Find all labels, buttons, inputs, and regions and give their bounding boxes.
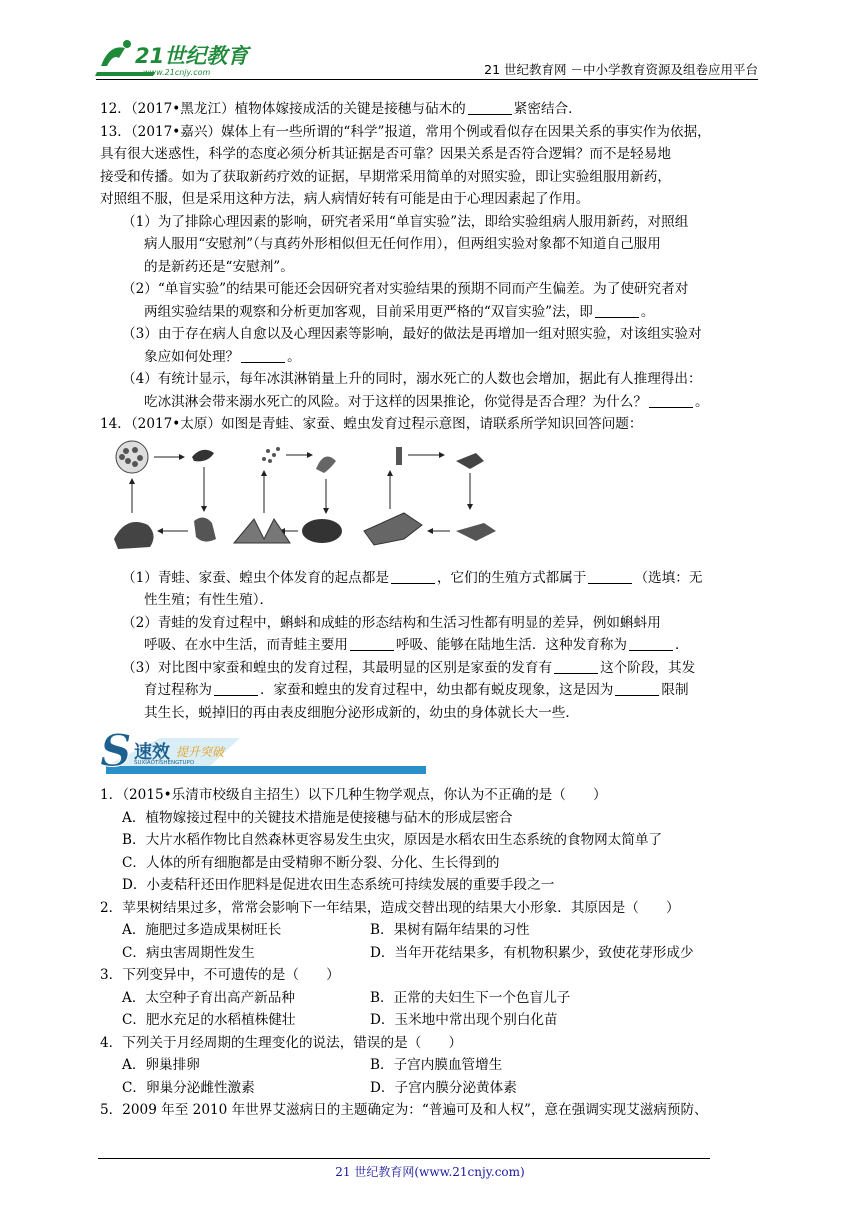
locust-eggs-image [396, 447, 402, 465]
banner-pinyin: SUXIAOTISHENGTUPO [134, 760, 195, 766]
option-d[interactable]: D．小麦秸秆还田作肥料是促进农田生态系统可持续发展的重要手段之一 [122, 877, 555, 893]
section-question-3: 3．下列变异中，不可遗传的是（ ） A．太空种子育出高产新品种 B．正常的夫妇生下一个色盲儿子 C．肥水充足的水稻植株健壮 D．玉米地中常出现个别白化苗 [100, 964, 762, 1032]
header-divider [96, 79, 758, 80]
footer-divider [98, 1158, 710, 1159]
option-c[interactable]: C．病虫害周期性发生 [122, 944, 255, 961]
question-14-subs: （1）青蛙、家蚕、蝗虫个体发育的起点都是 ，它们的生殖方式都属于 （选填：无 性生殖；有性生殖）． （2）青蛙的发育过程中，蝌蚪和成蛙的形态结构和生活习性都有明显的差异，例如蝌蚪用 呼吸、在水中生活，而青蛙主要用 呼吸、能够在陆地生活．这种发育称为 ． （3）对比图中家蚕和蝗虫的发育过程，其最明显的区别是家蚕的发育有 这个阶段，其发 育过程称为 ．家蚕和蝗虫的发育过程中，幼虫都有蜕皮现象，这是因为 限制 其生长，蜕掉旧的再由表皮细胞分泌形成新的，幼虫的身体就长大一些． [122, 569, 703, 721]
option-d[interactable]: D．玉米地中常出现个别白化苗 [370, 1012, 558, 1028]
larva-image [316, 456, 336, 473]
option-b[interactable]: B．果树有隔年结果的习性 [370, 922, 530, 938]
answer-blank[interactable] [595, 303, 639, 318]
development-diagram [104, 439, 534, 563]
answer-blank[interactable] [615, 681, 659, 696]
answer-blank[interactable] [391, 569, 435, 584]
sub-question-2: （2）“单盲实验”的结果可能还会因研究者对实验结果的预期不同而产生偏差。为了使研究者对 [122, 281, 689, 297]
answer-blank[interactable] [588, 569, 632, 584]
answer-blank[interactable] [554, 659, 598, 674]
option-b[interactable]: B．正常的夫妇生下一个色盲儿子 [370, 989, 571, 1006]
frog-eggs-image [116, 441, 148, 473]
section-question-4: 4．下列关于月经周期的生理变化的说法，错误的是（ ） A．卵巢排卵 B．子宫内膜血管增生 C．卵巢分泌雌性激素 D．子宫内膜分泌黄体素 [100, 1032, 762, 1100]
banner-sub: 提升突破 [176, 745, 225, 759]
pupa-image [302, 519, 342, 543]
site-slogan: 21 世纪教育网 －中小学教育资源及组卷应用平台 [484, 62, 758, 77]
question-13: 13．（2017•嘉兴）媒体上有一些所谓的“科学”报道，常用个例或看似存在因果关系的事实作为依据， 具有很大迷惑性，科学的态度必须分析其证据是否可靠？因果关系是否符合逻辑？而不是轻易地 接受和传播。如为了获取新药疗效的证据，早期常采用简单的对照实验，即让实验组服用新药， 对照组不服，但是采用这种方法，病人病情好转有可能是由于心理因素起了作用。 （1）为了排除心理因素的影响，研究者采用“单盲实验”法，即给实验组病人服用新药，对照组 病人服用“安慰剂”（与真药外形相似但无任何作用），但两组实验对象都不知道自己服用 的是新药还是“安慰剂”。 （2）“单盲实验”的结果可能还会因研究者对实验结果的预期不同而产生偏差。为了使研究者对 两组实验结果的观察和分析更加客观，目前采用更严格的“双盲实验”法，即 。 （3）由于存在病人自愈以及心理因素等影响，最好的做法是再增加一组对照实验，对该组实验对 象应如何处理？ 。 （4）有统计显示，每年冰淇淋销量上升的同时，溺水死亡的人数也会增加，据此有人推理得出： 吃冰淇淋会带来溺水死亡的风险。对于这样的因果推论，你觉得是否合理？为什么？ 。 [100, 121, 762, 414]
option-a[interactable]: A．卵巢排卵 [122, 1057, 200, 1073]
answer-blank[interactable] [629, 636, 673, 651]
nymph-image [456, 453, 484, 469]
section-question-5: 5．2009 年至 2010 年世界艾滋病日的主题确定为：“普遍可及和人权”，意在强调实现艾滋病预防、 [100, 1102, 708, 1118]
silkworm-eggs-image [262, 447, 280, 463]
document-body [100, 98, 762, 1122]
moth-image [234, 519, 290, 543]
banner-main: 速效 [134, 742, 170, 763]
question-14: 14．（2017•太原）如图是青蛙、家蚕、蝗虫发育过程示意图，请联系所学知识回答问题： [100, 416, 643, 432]
answer-blank[interactable] [649, 393, 693, 408]
option-a[interactable]: A．植物嫁接过程中的关键技术措施是使接穗与砧木的形成层密合 [122, 809, 513, 826]
answer-blank[interactable] [468, 100, 512, 115]
option-a[interactable]: A．太空种子育出高产新品种 [122, 989, 295, 1006]
option-c[interactable]: C．肥水充足的水稻植株健壮 [122, 1012, 296, 1028]
tadpole-image [192, 449, 214, 461]
option-a[interactable]: A．施肥过多造成果树旺长 [122, 922, 282, 938]
footer-link[interactable]: 21 世纪教育网(www.21cnjy.com) [335, 1165, 525, 1179]
adult-frog-image [114, 522, 154, 549]
logo-url: www.21cnjy.com [143, 68, 211, 77]
adult-locust-image [364, 513, 422, 545]
option-b[interactable]: B．大片水稻作物比自然森林更容易发生虫灾，原因是水稻农田生态系统的食物网太简单了 [122, 832, 663, 848]
site-logo[interactable] [95, 36, 255, 80]
young-locust-image [456, 523, 496, 541]
logo-text: 21世纪教育 [135, 44, 249, 68]
option-d[interactable]: D．子宫内膜分泌黄体素 [370, 1079, 517, 1096]
answer-blank[interactable] [214, 681, 258, 696]
option-d[interactable]: D．当年开花结果多，有机物积累少，致使花芽形成少 [370, 944, 694, 961]
answer-blank[interactable] [241, 348, 285, 363]
young-frog-image [194, 517, 216, 541]
banner-s-letter: S [100, 728, 132, 777]
section-banner [100, 728, 430, 778]
option-b[interactable]: B．子宫内膜血管增生 [370, 1057, 503, 1073]
option-c[interactable]: C．人体的所有细胞都是由受精卵不断分裂、分化、生长得到的 [122, 854, 500, 871]
question-12: 12．（2017•黑龙江）植物体嫁接成活的关键是接穗与砧木的 紧密结合． [100, 101, 582, 117]
answer-blank[interactable] [350, 636, 394, 651]
option-c[interactable]: C．卵巢分泌雌性激素 [122, 1079, 255, 1096]
section-question-2: 2．苹果树结果过多，常常会影响下一年结果，造成交替出现的结果大小形象．其原因是（ ） A．施肥过多造成果树旺长 B．果树有隔年结果的习性 C．病虫害周期性发生 D．当年开花结果多，有机物积累少，致使花芽形成少 [100, 897, 762, 965]
section-question-1: 1．（2015•乐清市校级自主招生）以下几种生物学观点，你认为不正确的是（ ） A．植物嫁接过程中的关键技术措施是使接穗与砧木的形成层密合 B．大片水稻作物比自然森林更容易发生虫灾，原因是水稻农田生态系统的食物网太简单了 C．人体的所有细胞都是由受精卵不断分裂、分化、生长得到的 D．小麦秸秆还田作肥料是促进农田生态系统可持续发展的重要手段之一 [100, 784, 762, 897]
